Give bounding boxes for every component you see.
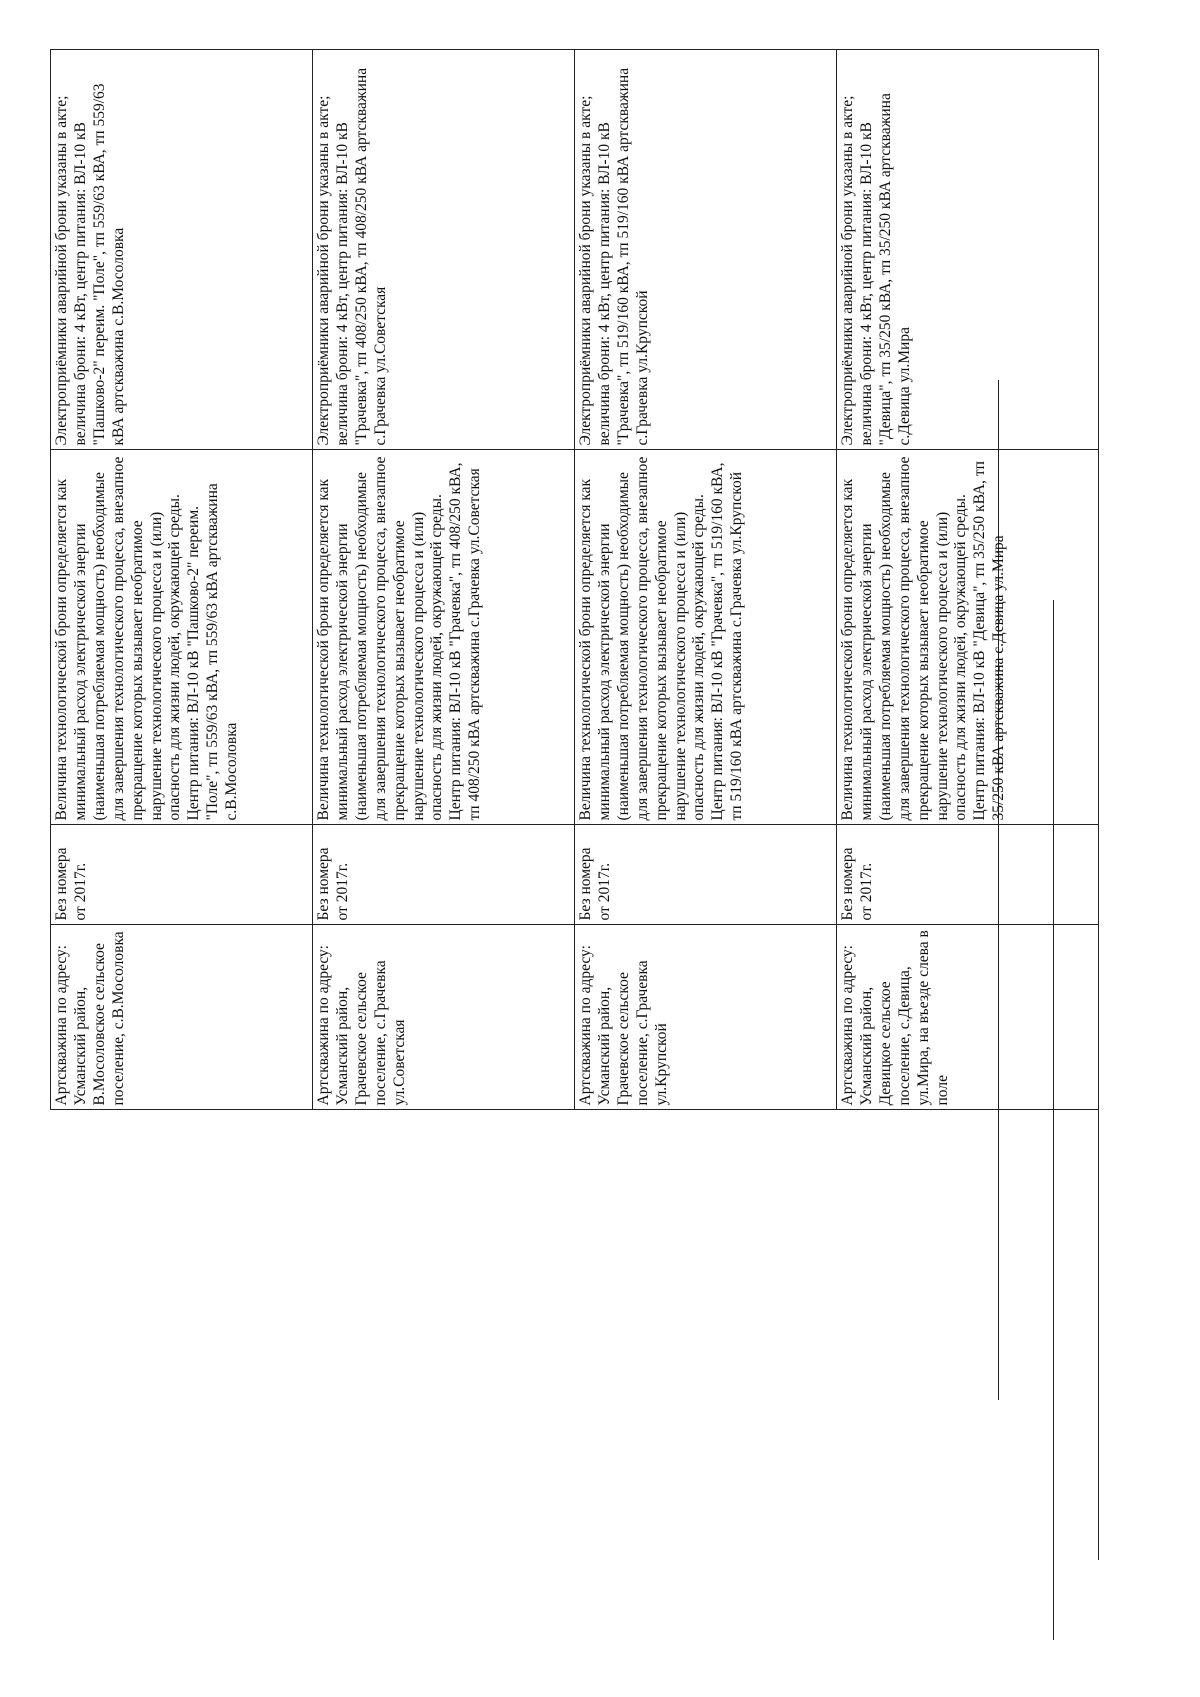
address-cell: Артскважина по адресу: Усманский район, В.Мосоловское сельское поселение, с.В.Мосоловка (51, 925, 313, 1110)
blank-cell (313, 1110, 575, 1640)
reservation-table (50, 50, 1099, 1641)
blank-cell (575, 1110, 837, 1640)
technological-reserve-cell: Величина технологической брони определяется как минимальный расход электрической энергии (наименьшая потребляемая мощность) необходимые для завершения технологического процесса, внезапное прекращение которых вызывает необратимое нарушение технологического процесса и (или) опасность для жизни людей, окружающей среды. Центр питания: ВЛ-10 кВ "Грачевка", тп 408/250 кВА, тп 408/250 кВА артскважина с.Грачевка ул.Советская (313, 450, 575, 825)
table-row (837, 50, 1099, 1640)
technological-reserve-cell: Величина технологической брони определяется как минимальный расход электрической энергии (наименьшая потребляемая мощность) необходимые для завершения технологического процесса, внезапное прекращение которых вызывает необратимое нарушение технологического процесса и (или) опасность для жизни людей, окружающей среды. Центр питания: ВЛ-10 кВ "Пашково-2" переим. "Поле", тп 559/63 кВА, тп 559/63 кВА артскважина с.В.Мосоловка (51, 450, 313, 825)
address-cell: Артскважина по адресу: Усманский район, Девицкое сельское поселение, с.Девица, ул.Мира, на въезде слева в поле (837, 925, 1099, 1110)
rotated-page (50, 50, 1100, 1640)
act-date-cell: Без номера от 2017г. (837, 825, 1099, 925)
act-date-cell: Без номера от 2017г. (313, 825, 575, 925)
emergency-reserve-cell: Электроприёмники аварийной брони указаны в акте; величина брони: 4 кВт, центр питания: ВЛ-10 кВ "Пашково-2" переим. "Поле", тп 559/63 кВА, тп 559/63 кВА артскважина с.В.Мосоловка (51, 50, 313, 450)
act-date-cell: Без номера от 2017г. (51, 825, 313, 925)
emergency-reserve-cell: Электроприёмники аварийной брони указаны в акте; величина брони: 4 кВт, центр питания: ВЛ-10 кВ "Грачевка", тп 519/160 кВА, тп 519/160 кВА артскважина с.Грачевка ул.Крупской (575, 50, 837, 450)
emergency-reserve-cell: Электроприёмники аварийной брони указаны в акте; величина брони: 4 кВт, центр питания: ВЛ-10 кВ "Грачевка", тп 408/250 кВА, тп 408/250 кВА артскважина с.Грачевка ул.Советская (313, 50, 575, 450)
address-cell: Артскважина по адресу: Усманский район, Грачевское сельское поселение, с.Грачевка ул.Крупской (575, 925, 837, 1110)
blank-cell (51, 1110, 313, 1640)
table-row (51, 50, 313, 1640)
blank-cell (837, 1110, 1099, 1640)
table-row (313, 50, 575, 1640)
act-date-cell: Без номера от 2017г. (575, 825, 837, 925)
table-row (575, 50, 837, 1640)
technological-reserve-cell: Величина технологической брони определяется как минимальный расход электрической энергии (наименьшая потребляемая мощность) необходимые для завершения технологического процесса, внезапное прекращение которых вызывает необратимое нарушение технологического процесса и (или) опасность для жизни людей, окружающей среды. Центр питания: ВЛ-10 кВ "Девица", тп 35/250 кВА, тп 35/250 кВА артскважина с.Девица ул.Мира (837, 450, 1099, 825)
address-cell: Артскважина по адресу: Усманский район, Грачевское сельское поселение, с.Грачевка ул.Советская (313, 925, 575, 1110)
emergency-reserve-cell: Электроприёмники аварийной брони указаны в акте; величина брони: 4 кВт, центр питания: ВЛ-10 кВ "Девица", тп 35/250 кВА, тп 35/250 кВА артскважина с.Девица ул.Мира (837, 50, 1099, 450)
technological-reserve-cell: Величина технологической брони определяется как минимальный расход электрической энергии (наименьшая потребляемая мощность) необходимые для завершения технологического процесса, внезапное прекращение которых вызывает необратимое нарушение технологического процесса и (или) опасность для жизни людей, окружающей среды. Центр питания: ВЛ-10 кВ "Грачевка", тп 519/160 кВА, тп 519/160 кВА артскважина с.Грачевка ул.Крупской (575, 450, 837, 825)
